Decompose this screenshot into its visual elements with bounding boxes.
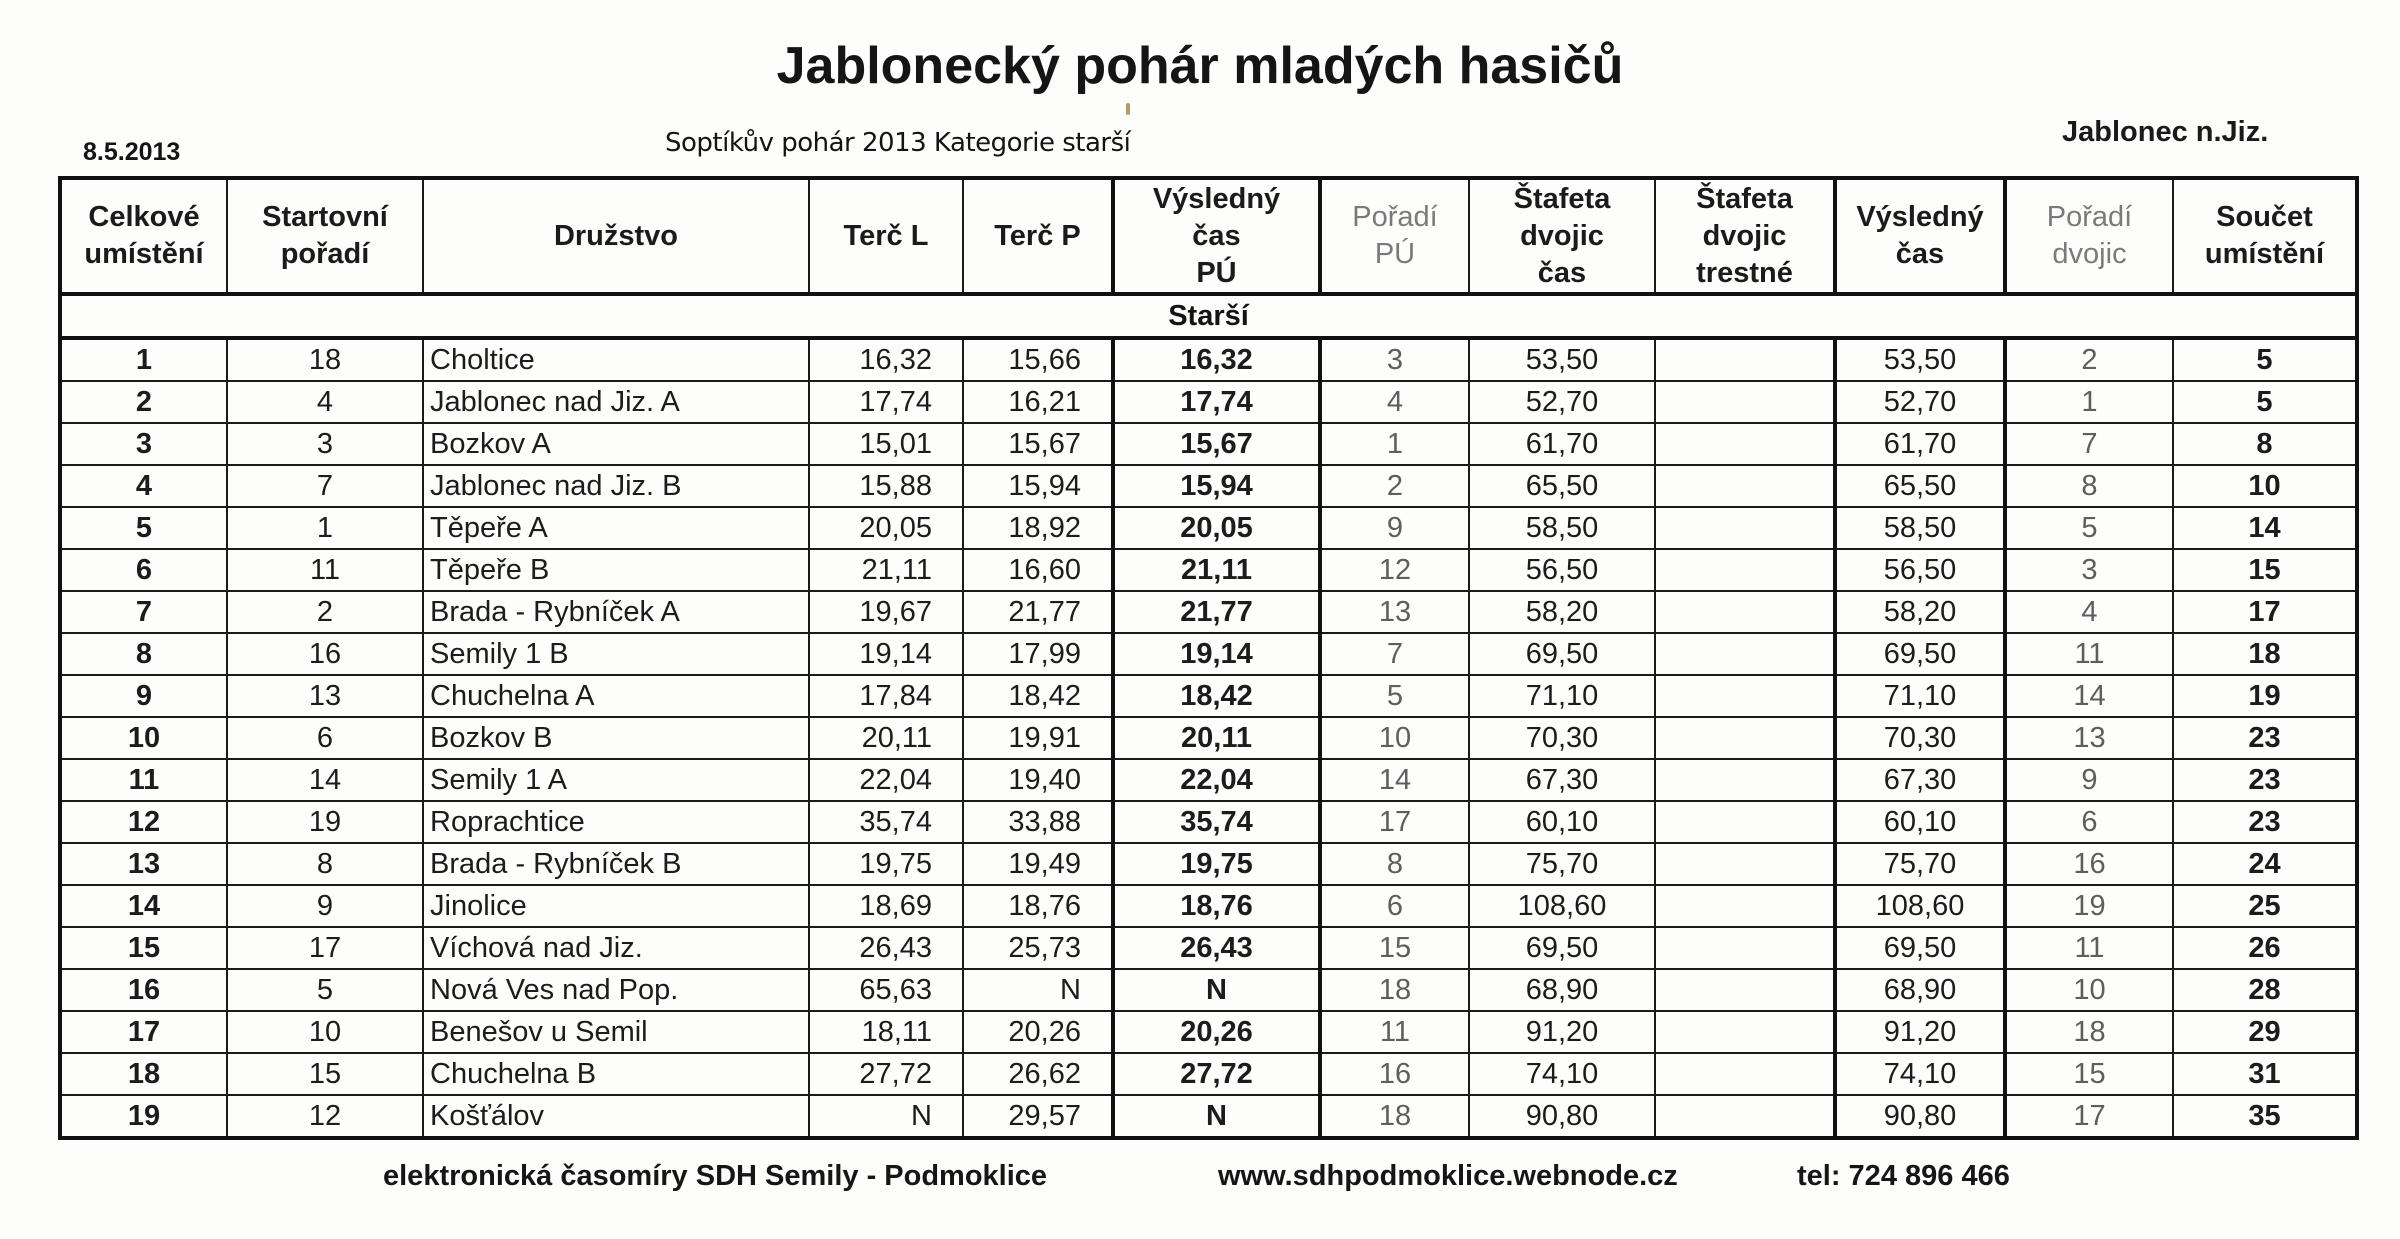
target-left-cell: 22,04 xyxy=(809,759,963,801)
final-time-pu-cell: 15,94 xyxy=(1113,465,1320,507)
target-left-cell: 16,32 xyxy=(809,338,963,381)
overall-rank-cell: 6 xyxy=(60,549,227,591)
final-time-cell: 53,50 xyxy=(1835,338,2005,381)
target-right-cell: 18,92 xyxy=(963,507,1113,549)
target-right-cell: 15,66 xyxy=(963,338,1113,381)
final-time-pu-cell: 16,32 xyxy=(1113,338,1320,381)
sum-rank-cell: 18 xyxy=(2173,633,2357,675)
rank-pairs-cell: 17 xyxy=(2005,1095,2173,1138)
rank-pu-cell: 12 xyxy=(1320,549,1469,591)
final-time-cell: 67,30 xyxy=(1835,759,2005,801)
sum-rank-cell: 14 xyxy=(2173,507,2357,549)
team-name-cell: Těpeře B xyxy=(423,549,809,591)
final-time-pu-cell: 22,04 xyxy=(1113,759,1320,801)
target-left-cell: 19,75 xyxy=(809,843,963,885)
col-sum-rank: Součet umístění xyxy=(2173,178,2357,294)
sum-rank-cell: 5 xyxy=(2173,381,2357,423)
rank-pu-cell: 18 xyxy=(1320,1095,1469,1138)
target-right-cell: 25,73 xyxy=(963,927,1113,969)
table-row xyxy=(60,465,2357,507)
team-name-cell: Semily 1 A xyxy=(423,759,809,801)
rank-pu-cell: 5 xyxy=(1320,675,1469,717)
final-time-cell: 69,50 xyxy=(1835,927,2005,969)
sum-rank-cell: 10 xyxy=(2173,465,2357,507)
relay-penalty-cell xyxy=(1655,927,1835,969)
final-time-pu-cell: N xyxy=(1113,969,1320,1011)
final-time-cell: 108,60 xyxy=(1835,885,2005,927)
overall-rank-cell: 4 xyxy=(60,465,227,507)
event-location: Jablonec n.Jiz. xyxy=(2062,116,2269,148)
relay-time-cell: 70,30 xyxy=(1469,717,1655,759)
final-time-cell: 90,80 xyxy=(1835,1095,2005,1138)
final-time-pu-cell: 20,26 xyxy=(1113,1011,1320,1053)
overall-rank-cell: 18 xyxy=(60,1053,227,1095)
team-name-cell: Víchová nad Jiz. xyxy=(423,927,809,969)
rank-pairs-cell: 19 xyxy=(2005,885,2173,927)
footer-phone: tel: 724 896 466 xyxy=(1797,1160,2010,1192)
target-left-cell: 15,01 xyxy=(809,423,963,465)
start-order-cell: 6 xyxy=(227,717,423,759)
col-relay-time: Štafeta dvojic čas xyxy=(1469,178,1655,294)
final-time-cell: 91,20 xyxy=(1835,1011,2005,1053)
final-time-pu-cell: 18,76 xyxy=(1113,885,1320,927)
section-label: Starší xyxy=(60,294,2357,338)
col-team: Družstvo xyxy=(423,178,809,294)
rank-pairs-cell: 5 xyxy=(2005,507,2173,549)
team-name-cell: Brada - Rybníček A xyxy=(423,591,809,633)
rank-pu-cell: 6 xyxy=(1320,885,1469,927)
overall-rank-cell: 19 xyxy=(60,1095,227,1138)
footer-timing: elektronická časomíry SDH Semily - Podmoklice xyxy=(383,1160,1048,1192)
final-time-cell: 70,30 xyxy=(1835,717,2005,759)
target-right-cell: 18,42 xyxy=(963,675,1113,717)
overall-rank-cell: 14 xyxy=(60,885,227,927)
target-right-cell: 16,60 xyxy=(963,549,1113,591)
relay-time-cell: 90,80 xyxy=(1469,1095,1655,1138)
footer-website: www.sdhpodmoklice.webnode.cz xyxy=(1218,1160,1678,1192)
relay-penalty-cell xyxy=(1655,507,1835,549)
start-order-cell: 10 xyxy=(227,1011,423,1053)
final-time-cell: 74,10 xyxy=(1835,1053,2005,1095)
relay-penalty-cell xyxy=(1655,633,1835,675)
sum-rank-cell: 15 xyxy=(2173,549,2357,591)
target-right-cell: 17,99 xyxy=(963,633,1113,675)
col-target-right: Terč P xyxy=(963,178,1113,294)
target-right-cell: 29,57 xyxy=(963,1095,1113,1138)
table-row xyxy=(60,381,2357,423)
rank-pu-cell: 9 xyxy=(1320,507,1469,549)
team-name-cell: Brada - Rybníček B xyxy=(423,843,809,885)
overall-rank-cell: 11 xyxy=(60,759,227,801)
results-body xyxy=(60,338,2357,1138)
relay-penalty-cell xyxy=(1655,1011,1835,1053)
relay-penalty-cell xyxy=(1655,843,1835,885)
relay-time-cell: 65,50 xyxy=(1469,465,1655,507)
team-name-cell: Roprachtice xyxy=(423,801,809,843)
relay-time-cell: 67,30 xyxy=(1469,759,1655,801)
start-order-cell: 16 xyxy=(227,633,423,675)
rank-pu-cell: 3 xyxy=(1320,338,1469,381)
team-name-cell: Chuchelna B xyxy=(423,1053,809,1095)
final-time-cell: 58,50 xyxy=(1835,507,2005,549)
target-right-cell: 20,26 xyxy=(963,1011,1113,1053)
team-name-cell: Bozkov B xyxy=(423,717,809,759)
table-row xyxy=(60,969,2357,1011)
rank-pairs-cell: 9 xyxy=(2005,759,2173,801)
final-time-pu-cell: N xyxy=(1113,1095,1320,1138)
relay-penalty-cell xyxy=(1655,717,1835,759)
relay-penalty-cell xyxy=(1655,1095,1835,1138)
sum-rank-cell: 26 xyxy=(2173,927,2357,969)
team-name-cell: Choltice xyxy=(423,338,809,381)
overall-rank-cell: 16 xyxy=(60,969,227,1011)
relay-penalty-cell xyxy=(1655,465,1835,507)
overall-rank-cell: 10 xyxy=(60,717,227,759)
rank-pairs-cell: 10 xyxy=(2005,969,2173,1011)
table-row xyxy=(60,549,2357,591)
team-name-cell: Bozkov A xyxy=(423,423,809,465)
final-time-pu-cell: 20,05 xyxy=(1113,507,1320,549)
category-subtitle: Soptíkův pohár 2013 Kategorie starší xyxy=(665,128,1131,158)
rank-pu-cell: 14 xyxy=(1320,759,1469,801)
relay-time-cell: 69,50 xyxy=(1469,633,1655,675)
sum-rank-cell: 17 xyxy=(2173,591,2357,633)
final-time-cell: 75,70 xyxy=(1835,843,2005,885)
target-right-cell: 26,62 xyxy=(963,1053,1113,1095)
final-time-cell: 65,50 xyxy=(1835,465,2005,507)
relay-penalty-cell xyxy=(1655,338,1835,381)
target-left-cell: 17,84 xyxy=(809,675,963,717)
target-right-cell: 19,49 xyxy=(963,843,1113,885)
target-right-cell: 21,77 xyxy=(963,591,1113,633)
col-final-time-pu: Výsledný čas PÚ xyxy=(1113,178,1320,294)
final-time-cell: 68,90 xyxy=(1835,969,2005,1011)
final-time-pu-cell: 19,14 xyxy=(1113,633,1320,675)
overall-rank-cell: 9 xyxy=(60,675,227,717)
target-left-cell: 18,11 xyxy=(809,1011,963,1053)
rank-pairs-cell: 6 xyxy=(2005,801,2173,843)
rank-pu-cell: 4 xyxy=(1320,381,1469,423)
start-order-cell: 12 xyxy=(227,1095,423,1138)
sum-rank-cell: 31 xyxy=(2173,1053,2357,1095)
sum-rank-cell: 19 xyxy=(2173,675,2357,717)
overall-rank-cell: 7 xyxy=(60,591,227,633)
start-order-cell: 5 xyxy=(227,969,423,1011)
final-time-cell: 56,50 xyxy=(1835,549,2005,591)
target-right-cell: 19,40 xyxy=(963,759,1113,801)
target-left-cell: N xyxy=(809,1095,963,1138)
relay-penalty-cell xyxy=(1655,549,1835,591)
target-left-cell: 19,67 xyxy=(809,591,963,633)
table-row xyxy=(60,717,2357,759)
relay-time-cell: 58,50 xyxy=(1469,507,1655,549)
overall-rank-cell: 3 xyxy=(60,423,227,465)
final-time-cell: 60,10 xyxy=(1835,801,2005,843)
rank-pu-cell: 1 xyxy=(1320,423,1469,465)
sum-rank-cell: 23 xyxy=(2173,717,2357,759)
final-time-pu-cell: 19,75 xyxy=(1113,843,1320,885)
rank-pairs-cell: 8 xyxy=(2005,465,2173,507)
relay-time-cell: 52,70 xyxy=(1469,381,1655,423)
sum-rank-cell: 23 xyxy=(2173,801,2357,843)
table-row xyxy=(60,633,2357,675)
rank-pairs-cell: 11 xyxy=(2005,927,2173,969)
sum-rank-cell: 28 xyxy=(2173,969,2357,1011)
rank-pairs-cell: 2 xyxy=(2005,338,2173,381)
table-row xyxy=(60,1011,2357,1053)
table-row xyxy=(60,1053,2357,1095)
target-right-cell: 18,76 xyxy=(963,885,1113,927)
team-name-cell: Těpeře A xyxy=(423,507,809,549)
section-row xyxy=(60,294,2357,338)
table-row xyxy=(60,675,2357,717)
scan-speck xyxy=(1126,103,1130,115)
relay-time-cell: 60,10 xyxy=(1469,801,1655,843)
table-row xyxy=(60,507,2357,549)
table-row xyxy=(60,338,2357,381)
rank-pairs-cell: 14 xyxy=(2005,675,2173,717)
rank-pairs-cell: 18 xyxy=(2005,1011,2173,1053)
relay-time-cell: 68,90 xyxy=(1469,969,1655,1011)
target-left-cell: 20,05 xyxy=(809,507,963,549)
final-time-pu-cell: 35,74 xyxy=(1113,801,1320,843)
start-order-cell: 1 xyxy=(227,507,423,549)
rank-pu-cell: 11 xyxy=(1320,1011,1469,1053)
start-order-cell: 17 xyxy=(227,927,423,969)
col-relay-penalty: Štafeta dvojic trestné xyxy=(1655,178,1835,294)
start-order-cell: 14 xyxy=(227,759,423,801)
sum-rank-cell: 25 xyxy=(2173,885,2357,927)
team-name-cell: Nová Ves nad Pop. xyxy=(423,969,809,1011)
relay-time-cell: 108,60 xyxy=(1469,885,1655,927)
relay-time-cell: 53,50 xyxy=(1469,338,1655,381)
overall-rank-cell: 13 xyxy=(60,843,227,885)
col-target-left: Terč L xyxy=(809,178,963,294)
target-left-cell: 15,88 xyxy=(809,465,963,507)
overall-rank-cell: 1 xyxy=(60,338,227,381)
overall-rank-cell: 8 xyxy=(60,633,227,675)
table-row xyxy=(60,591,2357,633)
rank-pu-cell: 7 xyxy=(1320,633,1469,675)
team-name-cell: Košťálov xyxy=(423,1095,809,1138)
final-time-pu-cell: 17,74 xyxy=(1113,381,1320,423)
relay-penalty-cell xyxy=(1655,1053,1835,1095)
start-order-cell: 9 xyxy=(227,885,423,927)
relay-time-cell: 56,50 xyxy=(1469,549,1655,591)
results-table xyxy=(58,176,2359,1140)
final-time-pu-cell: 26,43 xyxy=(1113,927,1320,969)
rank-pu-cell: 10 xyxy=(1320,717,1469,759)
start-order-cell: 19 xyxy=(227,801,423,843)
relay-time-cell: 91,20 xyxy=(1469,1011,1655,1053)
relay-penalty-cell xyxy=(1655,759,1835,801)
target-left-cell: 19,14 xyxy=(809,633,963,675)
team-name-cell: Jinolice xyxy=(423,885,809,927)
final-time-pu-cell: 18,42 xyxy=(1113,675,1320,717)
table-row xyxy=(60,927,2357,969)
rank-pairs-cell: 13 xyxy=(2005,717,2173,759)
start-order-cell: 8 xyxy=(227,843,423,885)
relay-time-cell: 61,70 xyxy=(1469,423,1655,465)
rank-pu-cell: 13 xyxy=(1320,591,1469,633)
target-left-cell: 35,74 xyxy=(809,801,963,843)
relay-time-cell: 75,70 xyxy=(1469,843,1655,885)
relay-penalty-cell xyxy=(1655,885,1835,927)
relay-time-cell: 58,20 xyxy=(1469,591,1655,633)
relay-penalty-cell xyxy=(1655,381,1835,423)
sum-rank-cell: 35 xyxy=(2173,1095,2357,1138)
relay-penalty-cell xyxy=(1655,801,1835,843)
document-title: Jablonecký pohár mladých hasičů xyxy=(776,37,1624,95)
team-name-cell: Jablonec nad Jiz. A xyxy=(423,381,809,423)
header-row xyxy=(60,178,2357,294)
target-left-cell: 21,11 xyxy=(809,549,963,591)
final-time-cell: 58,20 xyxy=(1835,591,2005,633)
sum-rank-cell: 8 xyxy=(2173,423,2357,465)
target-left-cell: 18,69 xyxy=(809,885,963,927)
rank-pu-cell: 18 xyxy=(1320,969,1469,1011)
start-order-cell: 15 xyxy=(227,1053,423,1095)
final-time-pu-cell: 15,67 xyxy=(1113,423,1320,465)
sum-rank-cell: 5 xyxy=(2173,338,2357,381)
table-row xyxy=(60,759,2357,801)
start-order-cell: 4 xyxy=(227,381,423,423)
final-time-pu-cell: 20,11 xyxy=(1113,717,1320,759)
table-row xyxy=(60,801,2357,843)
final-time-pu-cell: 21,77 xyxy=(1113,591,1320,633)
relay-penalty-cell xyxy=(1655,423,1835,465)
overall-rank-cell: 17 xyxy=(60,1011,227,1053)
col-overall-rank: Celkové umístění xyxy=(60,178,227,294)
target-right-cell: 33,88 xyxy=(963,801,1113,843)
target-right-cell: 16,21 xyxy=(963,381,1113,423)
rank-pairs-cell: 7 xyxy=(2005,423,2173,465)
start-order-cell: 18 xyxy=(227,338,423,381)
relay-penalty-cell xyxy=(1655,969,1835,1011)
rank-pairs-cell: 4 xyxy=(2005,591,2173,633)
rank-pairs-cell: 16 xyxy=(2005,843,2173,885)
col-rank-pu: Pořadí PÚ xyxy=(1320,178,1469,294)
final-time-pu-cell: 27,72 xyxy=(1113,1053,1320,1095)
col-rank-pairs: Pořadí dvojic xyxy=(2005,178,2173,294)
table-row xyxy=(60,423,2357,465)
target-left-cell: 20,11 xyxy=(809,717,963,759)
overall-rank-cell: 2 xyxy=(60,381,227,423)
rank-pu-cell: 8 xyxy=(1320,843,1469,885)
overall-rank-cell: 12 xyxy=(60,801,227,843)
team-name-cell: Benešov u Semil xyxy=(423,1011,809,1053)
rank-pairs-cell: 3 xyxy=(2005,549,2173,591)
start-order-cell: 13 xyxy=(227,675,423,717)
target-left-cell: 65,63 xyxy=(809,969,963,1011)
rank-pairs-cell: 1 xyxy=(2005,381,2173,423)
start-order-cell: 2 xyxy=(227,591,423,633)
table-row xyxy=(60,1095,2357,1138)
rank-pu-cell: 17 xyxy=(1320,801,1469,843)
team-name-cell: Chuchelna A xyxy=(423,675,809,717)
relay-time-cell: 71,10 xyxy=(1469,675,1655,717)
rank-pu-cell: 15 xyxy=(1320,927,1469,969)
overall-rank-cell: 5 xyxy=(60,507,227,549)
overall-rank-cell: 15 xyxy=(60,927,227,969)
final-time-cell: 69,50 xyxy=(1835,633,2005,675)
target-left-cell: 17,74 xyxy=(809,381,963,423)
sum-rank-cell: 23 xyxy=(2173,759,2357,801)
target-right-cell: 19,91 xyxy=(963,717,1113,759)
sum-rank-cell: 24 xyxy=(2173,843,2357,885)
target-right-cell: 15,94 xyxy=(963,465,1113,507)
final-time-cell: 52,70 xyxy=(1835,381,2005,423)
rank-pairs-cell: 15 xyxy=(2005,1053,2173,1095)
start-order-cell: 11 xyxy=(227,549,423,591)
start-order-cell: 3 xyxy=(227,423,423,465)
table-row xyxy=(60,843,2357,885)
target-right-cell: N xyxy=(963,969,1113,1011)
target-left-cell: 26,43 xyxy=(809,927,963,969)
col-final-time: Výsledný čas xyxy=(1835,178,2005,294)
start-order-cell: 7 xyxy=(227,465,423,507)
target-left-cell: 27,72 xyxy=(809,1053,963,1095)
sum-rank-cell: 29 xyxy=(2173,1011,2357,1053)
relay-penalty-cell xyxy=(1655,675,1835,717)
relay-time-cell: 74,10 xyxy=(1469,1053,1655,1095)
relay-time-cell: 69,50 xyxy=(1469,927,1655,969)
final-time-cell: 61,70 xyxy=(1835,423,2005,465)
final-time-pu-cell: 21,11 xyxy=(1113,549,1320,591)
final-time-cell: 71,10 xyxy=(1835,675,2005,717)
relay-penalty-cell xyxy=(1655,591,1835,633)
team-name-cell: Jablonec nad Jiz. B xyxy=(423,465,809,507)
rank-pairs-cell: 11 xyxy=(2005,633,2173,675)
rank-pu-cell: 2 xyxy=(1320,465,1469,507)
col-start-order: Startovní pořadí xyxy=(227,178,423,294)
target-right-cell: 15,67 xyxy=(963,423,1113,465)
rank-pu-cell: 16 xyxy=(1320,1053,1469,1095)
team-name-cell: Semily 1 B xyxy=(423,633,809,675)
event-date: 8.5.2013 xyxy=(83,138,181,166)
table-row xyxy=(60,885,2357,927)
